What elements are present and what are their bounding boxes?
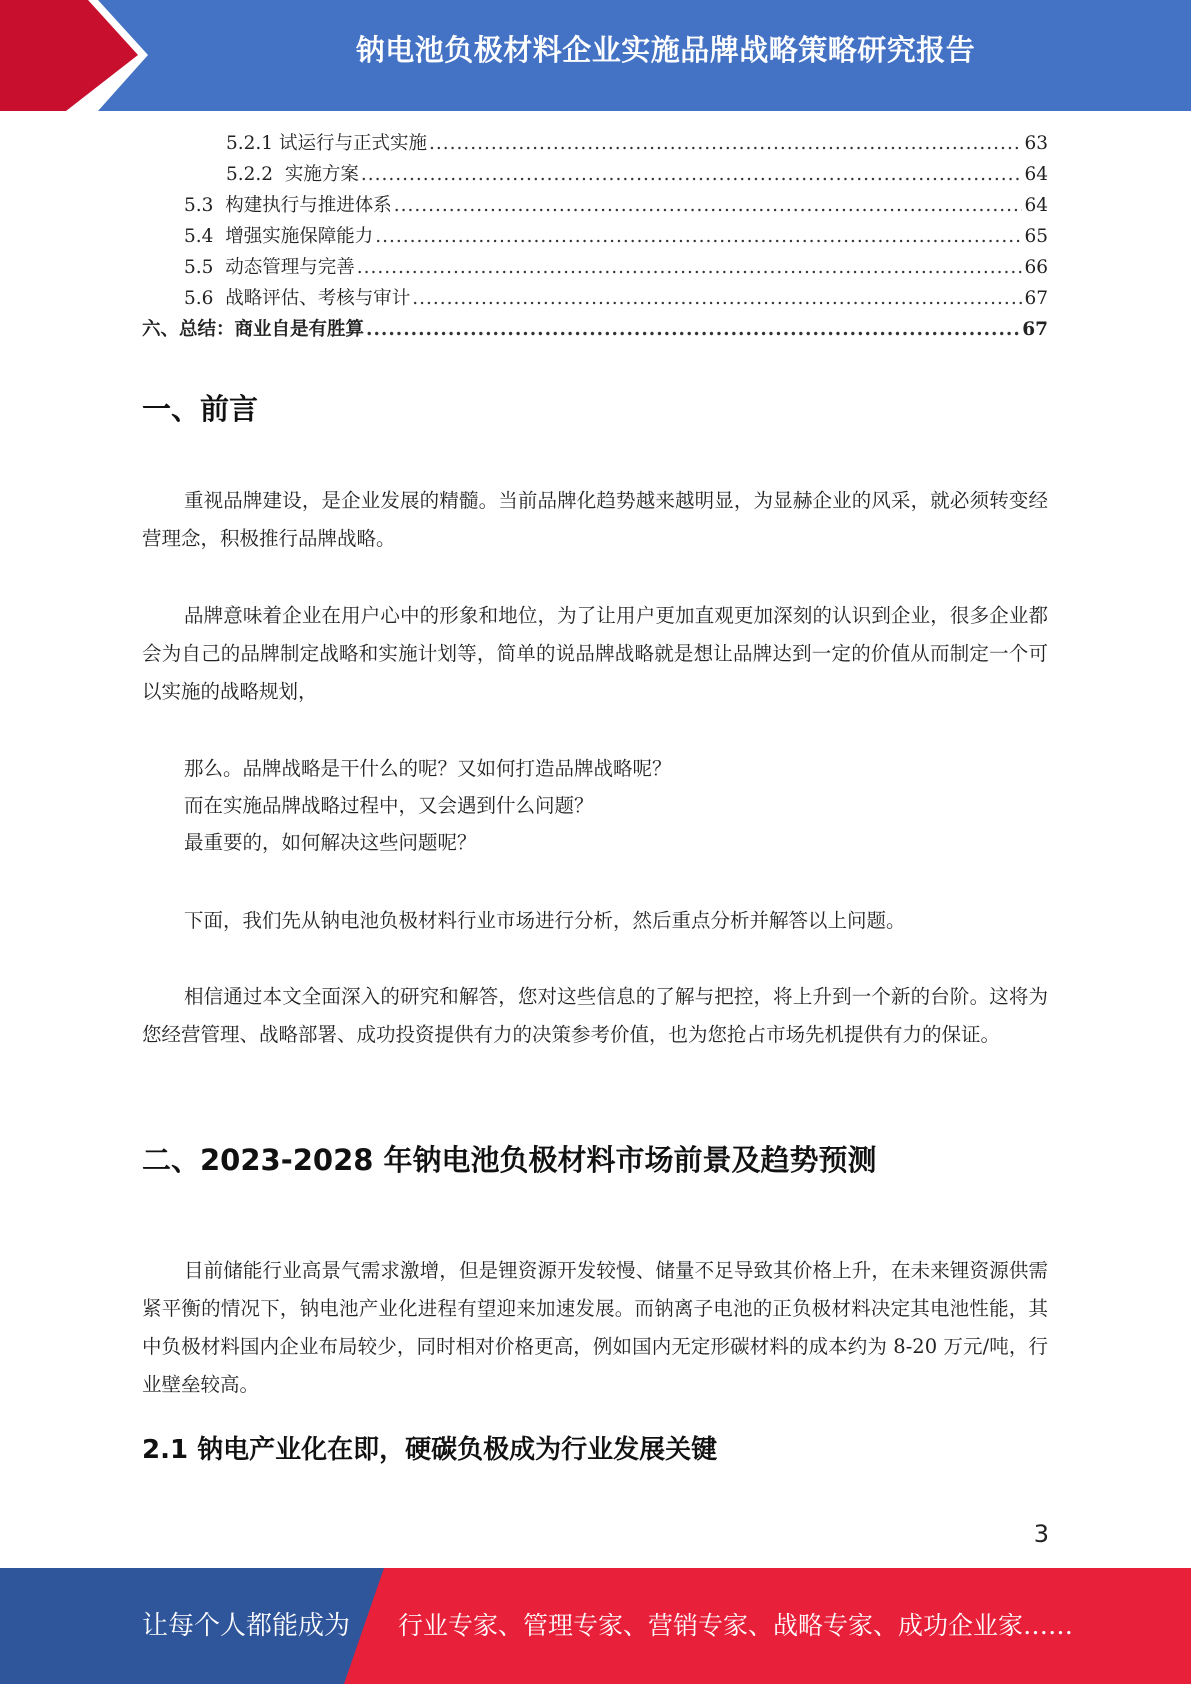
toc-leader <box>394 190 1023 221</box>
toc-page-number: 64 <box>1024 195 1048 216</box>
toc-title: 构建执行与推进体系 <box>225 195 392 216</box>
toc-entry-chapter[interactable] <box>142 314 1048 345</box>
subsection-heading: 2.1 钠电产业化在即，硬碳负极成为行业发展关键 <box>142 1435 718 1465</box>
table-of-contents <box>142 128 1048 345</box>
paragraph: 相信通过本文全面深入的研究和解答，您对这些信息的了解与把控，将上升到一个新的台阶。这将为您经营管理、战略部署、成功投资提供有力的决策参考价值，也为您抢占市场先机提供有力的保证。 <box>142 985 1048 1046</box>
toc-entry[interactable] <box>142 159 1048 190</box>
toc-entry[interactable] <box>142 190 1048 221</box>
toc-title: 试运行与正式实施 <box>278 133 427 154</box>
toc-leader <box>361 159 1023 190</box>
toc-number: 5.2.1 <box>226 133 279 154</box>
question-line: 那么。品牌战略是干什么的呢？又如何打造品牌战略呢？ <box>184 757 672 780</box>
toc-page-number: 64 <box>1024 164 1048 185</box>
section-heading-market-outlook: 二、2023-2028 年钠电池负极材料市场前景及趋势预测 <box>142 1143 877 1177</box>
toc-leader <box>412 283 1022 314</box>
paragraph: 下面，我们先从钠电池负极材料行业市场进行分析，然后重点分析并解答以上问题。 <box>184 909 906 932</box>
toc-leader <box>357 252 1023 283</box>
toc-number: 5.3 <box>184 195 226 216</box>
question-line: 而在实施品牌战略过程中，又会遇到什么问题？ <box>184 794 594 817</box>
toc-title: 六、总结：商业自是有胜算 <box>142 319 365 340</box>
toc-title: 战略评估、考核与审计 <box>225 288 411 309</box>
toc-title: 动态管理与完善 <box>225 257 355 278</box>
toc-entry[interactable] <box>142 128 1048 159</box>
toc-page-number: 63 <box>1024 133 1048 154</box>
toc-entry[interactable] <box>142 221 1048 252</box>
toc-page-number: 65 <box>1024 226 1048 247</box>
toc-leader <box>429 128 1022 159</box>
toc-number: 5.2.2 <box>226 164 285 185</box>
toc-number: 5.5 <box>184 257 226 278</box>
page-header <box>0 0 1191 111</box>
paragraph: 品牌意味着企业在用户心中的形象和地位，为了让用户更加直观更加深刻的认识到企业，很多企业都会为自己的品牌制定战略和实施计划等，简单的说品牌战略就是想让品牌达到一定的价值从而制定一个可以实施的战略规划， <box>142 604 1048 703</box>
question-line: 最重要的，如何解决这些问题呢？ <box>184 831 477 854</box>
toc-entry[interactable] <box>142 283 1048 314</box>
footer-slogan-right: 行业专家、管理专家、营销专家、战略专家、成功企业家…… <box>398 1611 1074 1640</box>
toc-leader <box>366 314 1020 345</box>
toc-entry[interactable] <box>142 252 1048 283</box>
header-arrow-decoration <box>0 0 160 111</box>
section-heading-preface: 一、前言 <box>142 392 259 426</box>
toc-page-number: 67 <box>1024 288 1048 309</box>
footer-slogan-left: 让每个人都能成为 <box>142 1611 351 1641</box>
toc-page-number: 66 <box>1024 257 1048 278</box>
toc-page-number: 67 <box>1022 319 1048 340</box>
toc-leader <box>375 221 1022 252</box>
page-footer <box>0 1568 1191 1684</box>
paragraph: 重视品牌建设，是企业发展的精髓。当前品牌化趋势越来越明显，为显赫企业的风采，就必须转变经营理念，积极推行品牌战略。 <box>142 489 1048 550</box>
toc-title: 实施方案 <box>284 164 359 185</box>
paragraph: 目前储能行业高景气需求激增，但是锂资源开发较慢、储量不足导致其价格上升，在未来锂资源供需紧平衡的情况下，钠电池产业化进程有望迎来加速发展。而钠离子电池的正负极材料决定其电池性能，其中负极材料国内企业布局较少，同时相对价格更高，例如国内无定形碳材料的成本约为 8-20 万元/吨，行业壁垒较高。 <box>142 1259 1048 1396</box>
report-title: 钠电池负极材料企业实施品牌战略策略研究报告 <box>355 33 976 67</box>
toc-number: 5.4 <box>184 226 226 247</box>
toc-title: 增强实施保障能力 <box>225 226 374 247</box>
toc-number: 5.6 <box>184 288 226 309</box>
page-number: 3 <box>1033 1520 1049 1548</box>
